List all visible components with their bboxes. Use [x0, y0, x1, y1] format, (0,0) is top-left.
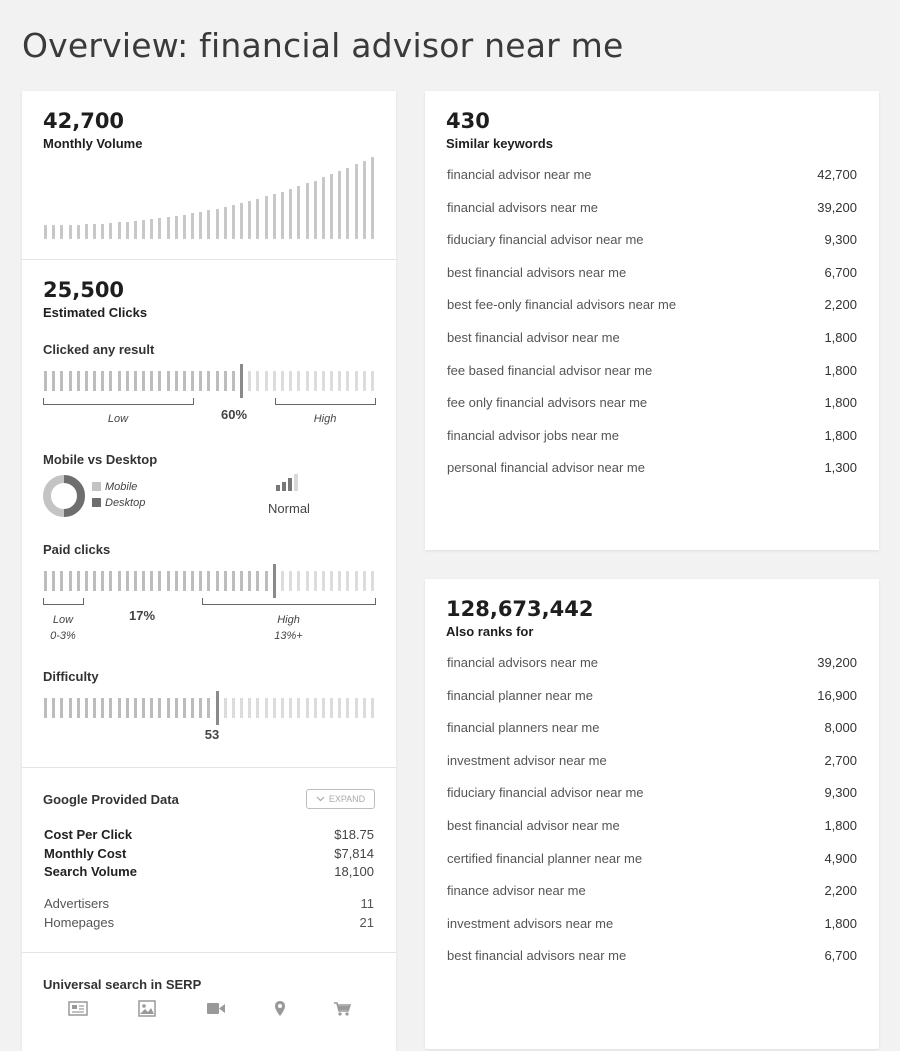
volume-bar — [109, 223, 112, 239]
gauge-tick — [199, 698, 202, 718]
gauge-tick — [101, 571, 104, 591]
news-icon[interactable] — [68, 1001, 88, 1017]
volume-trend-bars — [44, 151, 374, 239]
gauge-tick — [77, 698, 80, 718]
volume-bar — [355, 164, 358, 239]
difficulty-label: Difficulty — [43, 669, 99, 684]
gauge-tick — [85, 698, 88, 718]
gauge-tick — [167, 571, 170, 591]
volume-value: 42,700 — [43, 109, 125, 133]
gauge-tick — [126, 571, 129, 591]
gauge-tick — [134, 698, 137, 718]
volume-bar — [126, 222, 129, 239]
volume-bar — [77, 225, 80, 239]
volume-bar — [93, 224, 96, 239]
gauge-tick — [224, 571, 227, 591]
gauge-tick — [191, 571, 194, 591]
gauge-tick — [330, 571, 333, 591]
clicked-any-label: Clicked any result — [43, 342, 155, 357]
gauge-tick — [224, 698, 227, 718]
keyword-text[interactable]: financial advisor jobs near me — [447, 427, 619, 443]
gauge-tick — [77, 571, 80, 591]
gauge-tick — [363, 698, 366, 718]
gauge-tick — [93, 371, 96, 391]
keyword-text[interactable]: certified financial planner near me — [447, 850, 643, 866]
gauge-tick — [150, 371, 153, 391]
volume-bar — [297, 186, 300, 239]
gauge-tick — [297, 698, 300, 718]
shopping-cart-icon[interactable] — [333, 1001, 351, 1017]
signal-strength-icon — [276, 474, 302, 494]
gauge-tick — [256, 571, 259, 591]
gauge-tick — [363, 371, 366, 391]
gauge-tick — [183, 698, 186, 718]
keyword-row[interactable] — [447, 460, 857, 475]
paid-high-range: 13%+ — [274, 630, 303, 642]
gauge-tick — [232, 371, 235, 391]
gauge-tick — [175, 698, 178, 718]
gp-value: $7,814 — [334, 846, 374, 861]
mobile-legend-swatch — [92, 482, 101, 491]
gauge-tick — [256, 698, 259, 718]
volume-bar — [134, 221, 137, 239]
gauge-tick — [69, 698, 72, 718]
gauge-tick — [265, 371, 268, 391]
clicks-label: Estimated Clicks — [43, 305, 148, 320]
clicks-value: 25,500 — [43, 278, 125, 302]
volume-section — [22, 91, 396, 259]
gp-value: $18.75 — [334, 827, 374, 842]
keyword-volume: 1,300 — [824, 460, 857, 476]
volume-bar — [158, 218, 161, 239]
expand-label: EXPAND — [328, 794, 366, 804]
gauge-tick — [232, 571, 235, 591]
similar-label: Similar keywords — [446, 136, 553, 151]
volume-bar — [52, 225, 55, 239]
gauge-tick — [355, 698, 358, 718]
map-pin-icon[interactable] — [274, 1000, 286, 1017]
gp-label: Homepages — [44, 915, 115, 930]
keyword-row[interactable] — [447, 265, 857, 280]
gauge-tick — [69, 371, 72, 391]
gauge-tick — [281, 371, 284, 391]
keyword-row[interactable] — [447, 883, 857, 898]
gp-row — [44, 896, 374, 911]
volume-bar — [101, 224, 104, 240]
volume-bar — [167, 217, 170, 239]
gp-row — [44, 864, 374, 879]
gp-label: Search Volume — [44, 864, 137, 879]
paid-low-label: Low — [52, 614, 74, 626]
paid-clicks-label: Paid clicks — [43, 542, 111, 557]
volume-bar — [265, 196, 268, 239]
keyword-row[interactable] — [447, 167, 857, 182]
gauge-tick — [314, 571, 317, 591]
paid-high-label: High — [277, 614, 300, 626]
gauge-tick — [355, 371, 358, 391]
volume-bar — [314, 181, 317, 240]
keyword-metrics-card — [22, 91, 396, 1051]
gauge-tick — [248, 371, 251, 391]
clicked-high-label: High — [313, 413, 337, 425]
gp-value: 21 — [359, 915, 374, 930]
gauge-tick — [314, 698, 317, 718]
gauge-tick — [101, 371, 104, 391]
keyword-volume: 8,000 — [824, 720, 857, 736]
difficulty-value: 53 — [204, 727, 220, 742]
keyword-volume: 1,800 — [824, 818, 857, 833]
volume-bar — [60, 225, 63, 239]
desktop-legend-swatch — [92, 498, 101, 507]
gauge-tick — [248, 571, 251, 591]
gauge-tick — [158, 698, 161, 718]
gauge-tick — [207, 698, 210, 718]
gauge-tick — [150, 571, 153, 591]
volume-bar — [216, 209, 219, 240]
keyword-text[interactable]: personal financial advisor near me — [447, 460, 645, 476]
gauge-marker — [273, 564, 276, 598]
volume-bar — [346, 168, 349, 239]
gauge-tick — [363, 571, 366, 591]
keyword-text[interactable]: fiduciary financial advisor near me — [447, 232, 644, 248]
gp-label: Advertisers — [44, 896, 110, 911]
gauge-tick — [256, 371, 259, 391]
gp-label: Cost Per Click — [44, 827, 133, 842]
clicked-any-bars — [44, 364, 374, 398]
gauge-tick — [44, 371, 47, 391]
volume-bar — [150, 219, 153, 239]
gauge-tick — [175, 571, 178, 591]
gauge-tick — [322, 698, 325, 718]
keyword-volume: 16,900 — [817, 687, 857, 703]
volume-bar — [363, 161, 366, 239]
low-range-bracket — [43, 398, 194, 405]
universal-search-section — [22, 953, 396, 1043]
gauge-tick — [216, 571, 219, 591]
gauge-tick — [85, 571, 88, 591]
volume-bar — [232, 205, 235, 239]
keyword-row[interactable] — [447, 916, 857, 931]
clicks-section — [22, 260, 396, 767]
gauge-tick — [306, 571, 309, 591]
volume-bar — [44, 225, 47, 239]
gauge-tick — [118, 698, 121, 718]
keyword-volume: 2,200 — [824, 883, 857, 899]
gauge-tick — [322, 371, 325, 391]
paid-low-bracket — [43, 598, 84, 605]
paid-low-range: 0-3% — [50, 630, 76, 642]
gauge-tick — [346, 698, 349, 718]
gauge-tick — [93, 571, 96, 591]
gauge-tick — [93, 698, 96, 718]
gauge-tick — [191, 371, 194, 391]
volume-bar — [69, 225, 72, 239]
chevron-down-icon — [316, 796, 325, 802]
google-data-title: Google Provided Data — [43, 792, 179, 807]
gauge-tick — [207, 571, 210, 591]
keyword-text[interactable]: fee based financial advisor near me — [447, 362, 653, 378]
gauge-tick — [52, 571, 55, 591]
mobile-desktop-status: Normal — [268, 501, 310, 516]
keyword-text[interactable]: investment advisor near me — [447, 752, 607, 768]
keyword-volume: 1,800 — [824, 362, 857, 378]
mobile-desktop-donut — [42, 474, 86, 518]
also-ranks-card — [425, 579, 879, 1049]
ranks-label: Also ranks for — [446, 624, 534, 639]
keyword-text[interactable]: best financial advisors near me — [447, 264, 627, 280]
volume-bar — [191, 213, 194, 239]
gauge-tick — [109, 571, 112, 591]
keyword-volume: 1,800 — [824, 330, 857, 345]
keyword-row[interactable] — [447, 395, 857, 410]
keyword-row[interactable] — [447, 818, 857, 833]
gp-label: Monthly Cost — [44, 846, 127, 861]
keyword-row[interactable] — [447, 720, 857, 735]
gauge-tick — [150, 698, 153, 718]
gauge-tick — [167, 698, 170, 718]
gauge-tick — [158, 571, 161, 591]
gauge-tick — [77, 371, 80, 391]
volume-bar — [85, 224, 88, 239]
gauge-tick — [142, 571, 145, 591]
gauge-tick — [167, 371, 170, 391]
gauge-tick — [85, 371, 88, 391]
difficulty-bars — [44, 691, 374, 725]
gauge-tick — [289, 571, 292, 591]
keyword-volume: 9,300 — [824, 785, 857, 801]
gauge-tick — [306, 371, 309, 391]
gauge-tick — [60, 571, 63, 591]
gauge-tick — [60, 371, 63, 391]
expand-button[interactable] — [306, 789, 375, 809]
gauge-tick — [248, 698, 251, 718]
gauge-tick — [183, 371, 186, 391]
volume-bar — [175, 216, 178, 239]
gauge-tick — [314, 371, 317, 391]
keyword-row[interactable] — [447, 200, 857, 215]
gauge-tick — [240, 698, 243, 718]
page-title: Overview: financial advisor near me — [22, 26, 624, 65]
volume-bar — [306, 183, 309, 239]
volume-bar — [224, 207, 227, 239]
keyword-text[interactable]: best fee-only financial advisors near me — [447, 297, 677, 313]
gauge-tick — [52, 698, 55, 718]
gp-value: 11 — [360, 896, 374, 911]
volume-bar — [199, 212, 202, 239]
keyword-volume: 39,200 — [817, 655, 857, 670]
keyword-volume: 1,800 — [824, 427, 857, 443]
gauge-tick — [281, 571, 284, 591]
keyword-text[interactable]: finance advisor near me — [447, 883, 586, 899]
similar-keywords-card — [425, 91, 879, 550]
image-icon[interactable] — [138, 1000, 156, 1017]
volume-bar — [142, 220, 145, 239]
volume-bar — [256, 199, 259, 239]
volume-bar — [273, 194, 276, 239]
gauge-tick — [109, 371, 112, 391]
keyword-volume: 2,700 — [824, 752, 857, 768]
keyword-volume: 1,800 — [824, 915, 857, 931]
gauge-tick — [69, 571, 72, 591]
gauge-tick — [338, 571, 341, 591]
gp-row — [44, 915, 374, 930]
gauge-marker — [240, 364, 243, 398]
gauge-tick — [207, 371, 210, 391]
keyword-volume: 39,200 — [817, 199, 857, 215]
universal-search-title: Universal search in SERP — [43, 977, 202, 992]
gauge-tick — [330, 371, 333, 391]
gauge-tick — [44, 698, 47, 718]
gauge-tick — [322, 571, 325, 591]
gauge-tick — [297, 371, 300, 391]
keyword-row[interactable] — [447, 948, 857, 963]
mobile-desktop-label: Mobile vs Desktop — [43, 452, 158, 467]
gauge-tick — [265, 698, 268, 718]
gauge-tick — [224, 371, 227, 391]
gauge-tick — [265, 571, 268, 591]
gauge-tick — [216, 371, 219, 391]
gp-row — [44, 827, 374, 842]
gauge-tick — [142, 371, 145, 391]
gauge-tick — [355, 571, 358, 591]
google-data-section — [22, 768, 396, 952]
mobile-legend-label: Mobile — [105, 481, 138, 493]
volume-bar — [240, 203, 243, 239]
gauge-tick — [297, 571, 300, 591]
video-icon[interactable] — [206, 1002, 226, 1015]
paid-high-bracket — [202, 598, 376, 605]
keyword-row[interactable] — [447, 753, 857, 768]
volume-bar — [371, 157, 374, 239]
gauge-tick — [199, 571, 202, 591]
gauge-tick — [101, 698, 104, 718]
volume-bar — [207, 210, 210, 239]
gauge-tick — [60, 698, 63, 718]
volume-bar — [330, 174, 333, 239]
keyword-volume: 42,700 — [817, 167, 857, 182]
clicked-any-percent: 60% — [220, 407, 248, 422]
gauge-tick — [142, 698, 145, 718]
gauge-tick — [306, 698, 309, 718]
volume-bar — [322, 177, 325, 239]
gauge-tick — [338, 371, 341, 391]
similar-count: 430 — [446, 109, 490, 133]
keyword-row[interactable] — [447, 363, 857, 378]
gauge-tick — [273, 698, 276, 718]
keyword-row[interactable] — [447, 330, 857, 345]
paid-clicks-bars — [44, 564, 374, 598]
keyword-text[interactable]: best financial advisor near me — [447, 818, 620, 833]
keyword-text[interactable]: fiduciary financial advisor near me — [447, 785, 644, 801]
keyword-text[interactable]: financial advisor near me — [447, 167, 592, 182]
gauge-tick — [281, 698, 284, 718]
keyword-text[interactable]: financial planners near me — [447, 720, 600, 736]
paid-clicks-percent: 17% — [128, 608, 156, 623]
keyword-volume: 2,200 — [824, 297, 857, 313]
gauge-tick — [289, 371, 292, 391]
volume-label: Monthly Volume — [43, 136, 143, 151]
volume-bar — [338, 171, 341, 239]
keyword-text[interactable]: financial planner near me — [447, 687, 593, 703]
gauge-tick — [126, 371, 129, 391]
clicked-low-label: Low — [107, 413, 129, 425]
keyword-row[interactable] — [447, 785, 857, 800]
gauge-tick — [109, 698, 112, 718]
keyword-volume: 1,800 — [824, 395, 857, 411]
gauge-tick — [346, 371, 349, 391]
keyword-text[interactable]: best financial advisor near me — [447, 330, 620, 345]
gauge-tick — [44, 571, 47, 591]
volume-bar — [118, 222, 121, 239]
keyword-text[interactable]: investment advisors near me — [447, 915, 614, 931]
gauge-tick — [191, 698, 194, 718]
keyword-text[interactable]: financial advisors near me — [447, 655, 599, 670]
gauge-tick — [240, 571, 243, 591]
gauge-tick — [346, 571, 349, 591]
gauge-tick — [118, 371, 121, 391]
keyword-volume: 4,900 — [824, 850, 857, 866]
gauge-tick — [199, 371, 202, 391]
gauge-tick — [338, 698, 341, 718]
keyword-row[interactable] — [447, 655, 857, 670]
keyword-text[interactable]: fee only financial advisors near me — [447, 395, 648, 411]
ranks-count: 128,673,442 — [446, 597, 594, 621]
gauge-tick — [371, 371, 374, 391]
gauge-tick — [232, 698, 235, 718]
high-range-bracket — [275, 398, 376, 405]
keyword-text[interactable]: financial advisors near me — [447, 199, 599, 215]
gauge-marker — [216, 691, 219, 725]
volume-bar — [248, 201, 251, 239]
keyword-row[interactable] — [447, 688, 857, 703]
gauge-tick — [52, 371, 55, 391]
gp-row — [44, 846, 374, 861]
keyword-volume: 6,700 — [824, 264, 857, 280]
gauge-tick — [158, 371, 161, 391]
gauge-tick — [134, 371, 137, 391]
gauge-tick — [118, 571, 121, 591]
gauge-tick — [175, 371, 178, 391]
desktop-legend-label: Desktop — [105, 497, 146, 509]
gauge-tick — [273, 371, 276, 391]
gauge-tick — [289, 698, 292, 718]
gauge-tick — [126, 698, 129, 718]
gp-value: 18,100 — [334, 864, 374, 879]
keyword-row[interactable] — [447, 851, 857, 866]
volume-bar — [281, 192, 284, 240]
gauge-tick — [330, 698, 333, 718]
gauge-tick — [371, 571, 374, 591]
gauge-tick — [134, 571, 137, 591]
gauge-tick — [371, 698, 374, 718]
keyword-row[interactable] — [447, 297, 857, 312]
keyword-volume: 9,300 — [824, 232, 857, 248]
gauge-tick — [183, 571, 186, 591]
volume-bar — [289, 189, 292, 239]
keyword-row[interactable] — [447, 232, 857, 247]
keyword-text[interactable]: best financial advisors near me — [447, 948, 627, 964]
keyword-volume: 6,700 — [824, 948, 857, 964]
volume-bar — [183, 215, 186, 239]
keyword-row[interactable] — [447, 428, 857, 443]
